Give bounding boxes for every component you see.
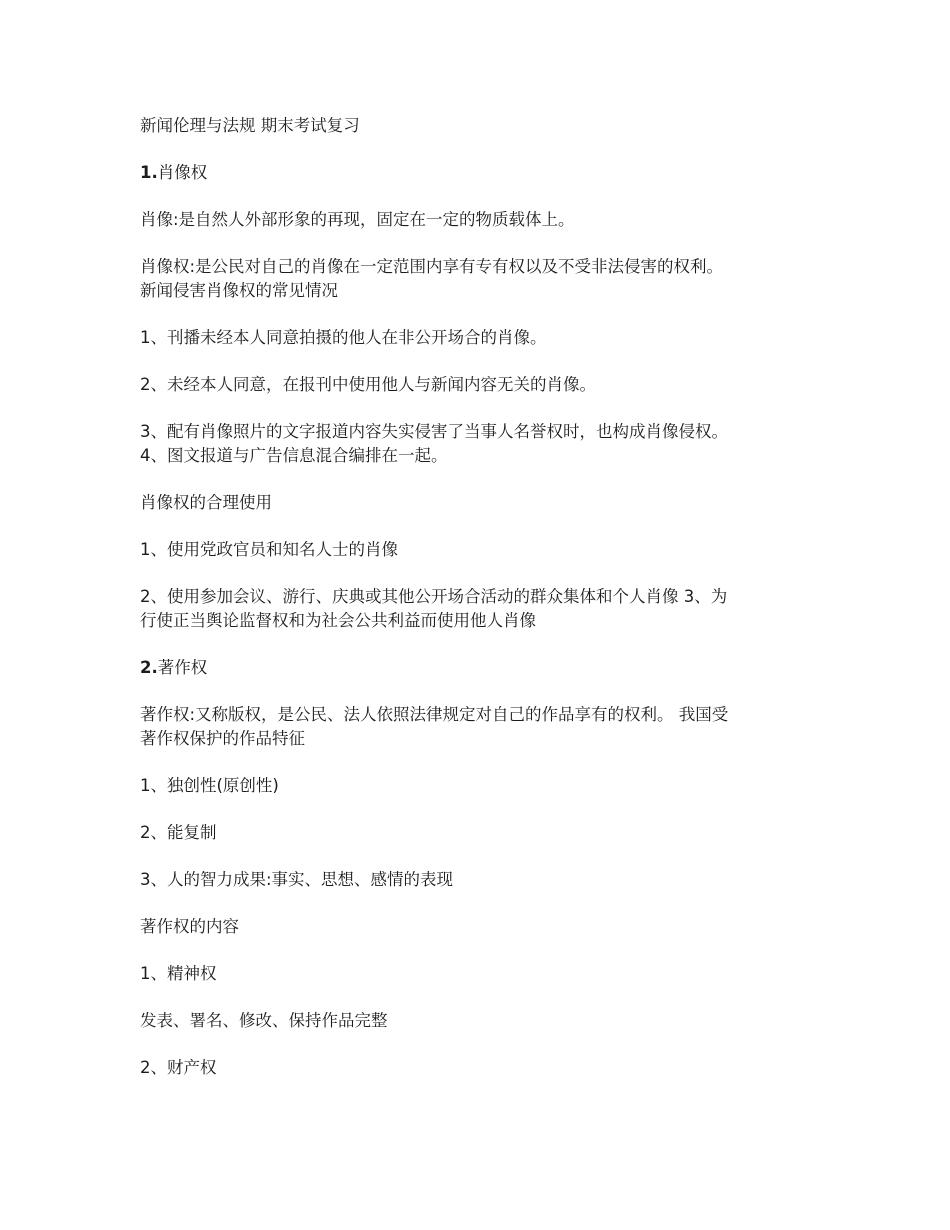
feature-item-1: 1、独创性(原创性) xyxy=(140,776,279,795)
document-body xyxy=(140,114,800,1080)
infringement-item-4: 4、图文报道与广告信息混合编排在一起。 xyxy=(140,446,448,465)
infringement-title: 新闻侵害肖像权的常见情况 xyxy=(140,281,338,300)
document-title: 新闻伦理与法规 期末考试复习 xyxy=(140,116,360,135)
fair-use-item-1: 1、使用党政官员和知名人士的肖像 xyxy=(140,540,398,559)
content-item-1: 1、精神权 xyxy=(140,964,217,983)
content-item-1-detail: 发表、署名、修改、保持作品完整 xyxy=(140,1011,388,1030)
portrait-right-definition: 肖像权:是公民对自己的肖像在一定范围内享有专有权以及不受非法侵害的权利。 xyxy=(140,257,724,276)
infringement-item-1: 1、刊播未经本人同意拍摄的他人在非公开场合的肖像。 xyxy=(140,328,547,347)
feature-item-3: 3、人的智力成果:事实、思想、感情的表现 xyxy=(140,870,454,889)
section-1-heading-text: 肖像权 xyxy=(157,163,208,182)
copyright-definition-line-2: 著作权保护的作品特征 xyxy=(140,729,305,748)
feature-item-2: 2、能复制 xyxy=(140,823,217,842)
section-1-heading xyxy=(140,161,800,185)
portrait-definition: 肖像:是自然人外部形象的再现，固定在一定的物质载体上。 xyxy=(140,210,575,229)
section-1-number: 1. xyxy=(140,163,158,182)
section-2-heading-text: 著作权 xyxy=(157,658,208,677)
copyright-content-title: 著作权的内容 xyxy=(140,917,239,936)
fair-use-title: 肖像权的合理使用 xyxy=(140,493,272,512)
infringement-item-2: 2、未经本人同意，在报刊中使用他人与新闻内容无关的肖像。 xyxy=(140,375,596,394)
copyright-definition-line-1: 著作权:又称版权，是公民、法人依照法律规定对自己的作品享有的权利。 我国受 xyxy=(140,705,729,724)
content-item-2: 2、财产权 xyxy=(140,1058,217,1077)
section-2-number: 2. xyxy=(140,658,158,677)
infringement-item-3: 3、配有肖像照片的文字报道内容失实侵害了当事人名誉权时，也构成肖像侵权。 xyxy=(140,422,728,441)
fair-use-item-2-line-2: 行使正当舆论监督权和为社会公共利益而使用他人肖像 xyxy=(140,611,536,630)
section-2-heading xyxy=(140,656,800,680)
fair-use-item-2-line-1: 2、使用参加会议、游行、庆典或其他公开场合活动的群众集体和个人肖像 3、为 xyxy=(140,587,728,606)
